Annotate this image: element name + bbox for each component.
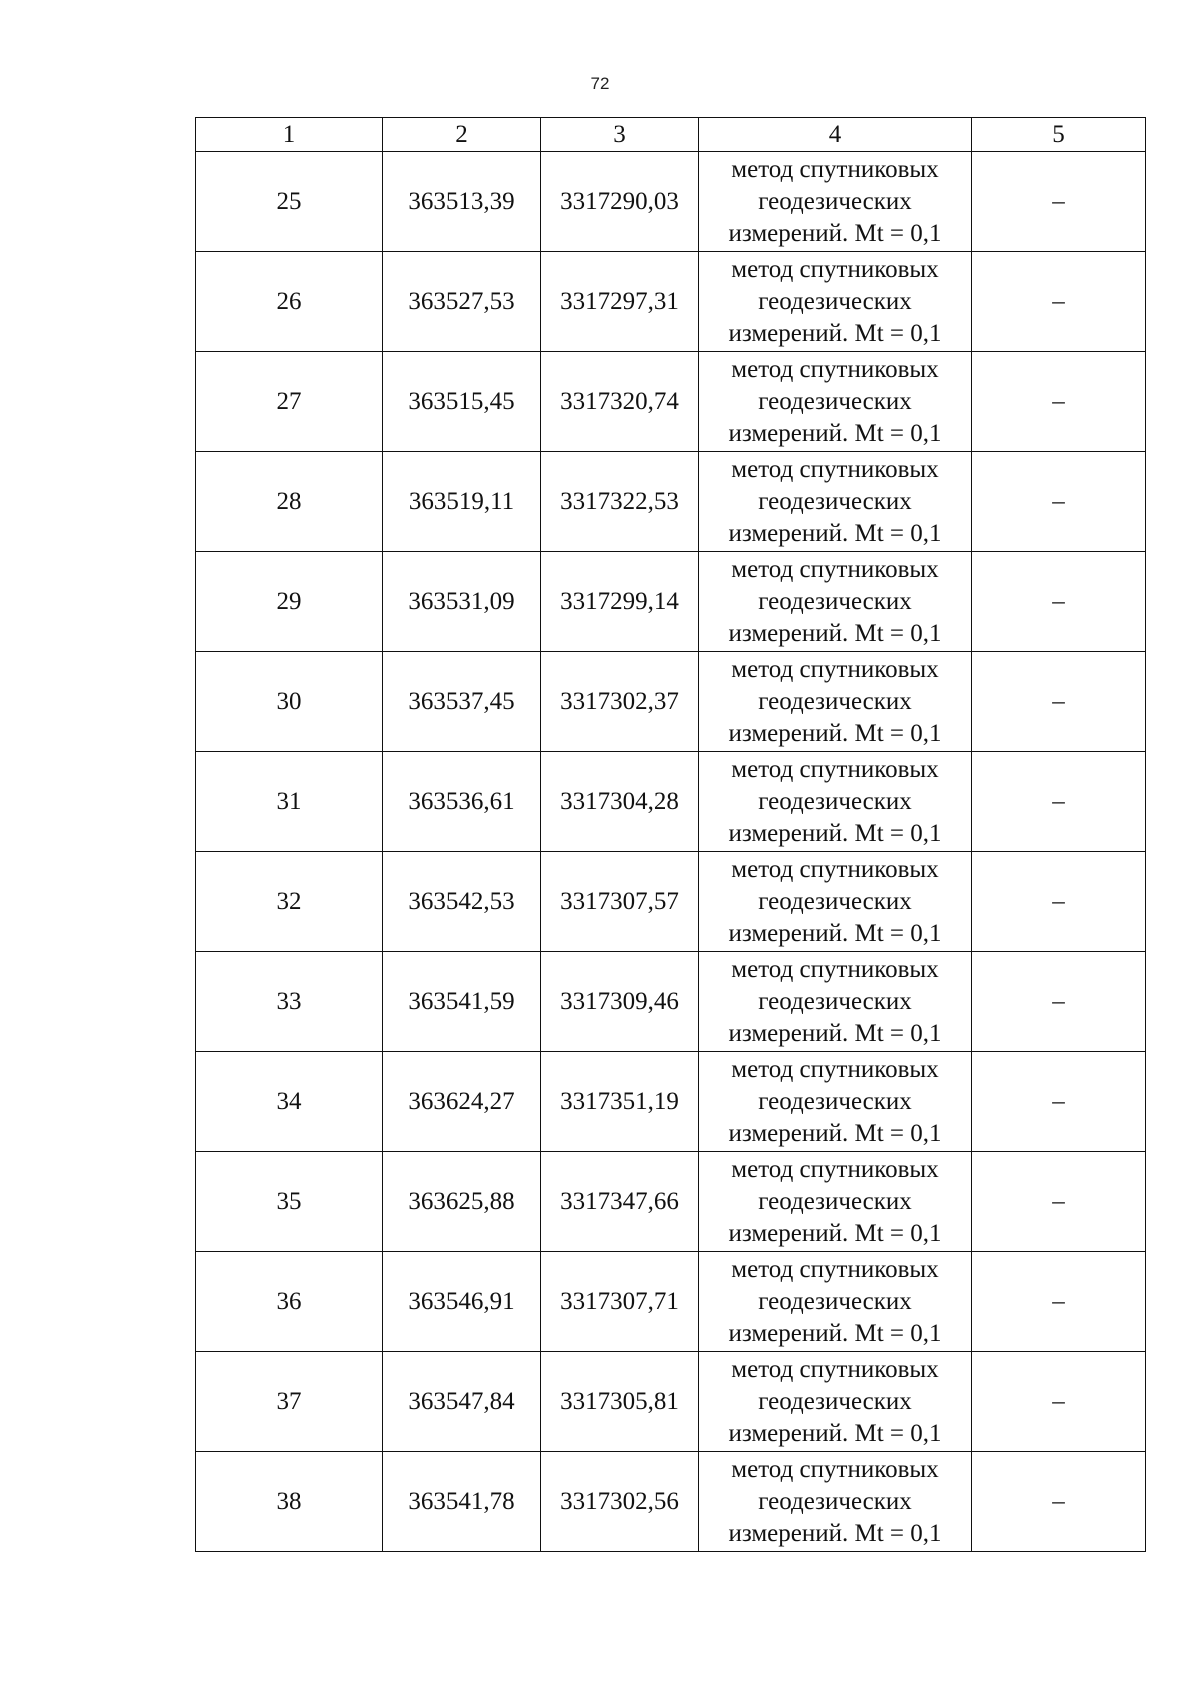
- note-cell: [972, 1052, 1146, 1152]
- table-row: [196, 1352, 1146, 1452]
- method-line: метод спутниковых: [731, 955, 939, 983]
- coordinates-table: [195, 117, 1146, 1552]
- y-coordinate-cell: 3317322,53: [541, 452, 699, 552]
- method-cell: [699, 952, 972, 1052]
- method-cell: [699, 1352, 972, 1452]
- method-cell: [699, 852, 972, 952]
- method-line: геодезических: [758, 987, 912, 1015]
- x-coordinate-cell: 363515,45: [383, 352, 541, 452]
- note-dash: –: [1052, 1487, 1065, 1515]
- table-row: [196, 252, 1146, 352]
- method-line: метод спутниковых: [731, 455, 939, 483]
- note-dash: –: [1052, 887, 1065, 915]
- method-cell: [699, 1252, 972, 1352]
- note-cell: [972, 552, 1146, 652]
- note-cell: [972, 1452, 1146, 1552]
- note-dash: –: [1052, 987, 1065, 1015]
- note-dash: –: [1052, 587, 1065, 615]
- y-coordinate-cell: 3317309,46: [541, 952, 699, 1052]
- method-line: метод спутниковых: [731, 355, 939, 383]
- method-cell: [699, 752, 972, 852]
- method-line: метод спутниковых: [731, 555, 939, 583]
- method-line: геодезических: [758, 787, 912, 815]
- x-coordinate-cell: 363527,53: [383, 252, 541, 352]
- y-coordinate-cell: 3317307,57: [541, 852, 699, 952]
- header-cell-5: 5: [972, 118, 1146, 152]
- note-cell: [972, 752, 1146, 852]
- note-dash: –: [1052, 287, 1065, 315]
- note-cell: [972, 1152, 1146, 1252]
- table-row: [196, 852, 1146, 952]
- method-line: метод спутниковых: [731, 155, 939, 183]
- note-cell: [972, 352, 1146, 452]
- point-number-cell: 25: [196, 152, 383, 252]
- note-cell: [972, 1252, 1146, 1352]
- method-line: геодезических: [758, 587, 912, 615]
- method-line: измерений. Mt = 0,1: [728, 419, 942, 447]
- x-coordinate-cell: 363537,45: [383, 652, 541, 752]
- method-line: измерений. Mt = 0,1: [728, 1519, 942, 1547]
- y-coordinate-cell: 3317299,14: [541, 552, 699, 652]
- method-line: геодезических: [758, 287, 912, 315]
- y-coordinate-cell: 3317305,81: [541, 1352, 699, 1452]
- method-line: измерений. Mt = 0,1: [728, 219, 942, 247]
- y-coordinate-cell: 3317320,74: [541, 352, 699, 452]
- method-cell: [699, 1052, 972, 1152]
- note-cell: [972, 252, 1146, 352]
- x-coordinate-cell: 363625,88: [383, 1152, 541, 1252]
- note-dash: –: [1052, 187, 1065, 215]
- note-dash: –: [1052, 1087, 1065, 1115]
- x-coordinate-cell: 363513,39: [383, 152, 541, 252]
- table-row: [196, 452, 1146, 552]
- table-row: [196, 552, 1146, 652]
- method-line: измерений. Mt = 0,1: [728, 1419, 942, 1447]
- note-dash: –: [1052, 387, 1065, 415]
- method-line: метод спутниковых: [731, 755, 939, 783]
- table-row: [196, 752, 1146, 852]
- method-line: метод спутниковых: [731, 1455, 939, 1483]
- y-coordinate-cell: 3317304,28: [541, 752, 699, 852]
- method-line: измерений. Mt = 0,1: [728, 1119, 942, 1147]
- note-dash: –: [1052, 787, 1065, 815]
- note-cell: [972, 452, 1146, 552]
- table-row: [196, 1152, 1146, 1252]
- point-number-cell: 26: [196, 252, 383, 352]
- x-coordinate-cell: 363541,78: [383, 1452, 541, 1552]
- point-number-cell: 33: [196, 952, 383, 1052]
- method-line: геодезических: [758, 387, 912, 415]
- method-cell: [699, 452, 972, 552]
- x-coordinate-cell: 363546,91: [383, 1252, 541, 1352]
- point-number-cell: 30: [196, 652, 383, 752]
- note-dash: –: [1052, 687, 1065, 715]
- method-cell: [699, 1452, 972, 1552]
- y-coordinate-cell: 3317351,19: [541, 1052, 699, 1152]
- method-line: метод спутниковых: [731, 1355, 939, 1383]
- method-line: метод спутниковых: [731, 1055, 939, 1083]
- x-coordinate-cell: 363536,61: [383, 752, 541, 852]
- x-coordinate-cell: 363624,27: [383, 1052, 541, 1152]
- x-coordinate-cell: 363541,59: [383, 952, 541, 1052]
- note-cell: [972, 652, 1146, 752]
- method-line: геодезических: [758, 1387, 912, 1415]
- method-line: геодезических: [758, 687, 912, 715]
- point-number-cell: 34: [196, 1052, 383, 1152]
- y-coordinate-cell: 3317347,66: [541, 1152, 699, 1252]
- y-coordinate-cell: 3317297,31: [541, 252, 699, 352]
- method-cell: [699, 152, 972, 252]
- table-row: [196, 1452, 1146, 1552]
- method-line: геодезических: [758, 1087, 912, 1115]
- note-dash: –: [1052, 1287, 1065, 1315]
- method-line: измерений. Mt = 0,1: [728, 1219, 942, 1247]
- header-cell-2: 2: [383, 118, 541, 152]
- table-row: [196, 352, 1146, 452]
- table-row: [196, 152, 1146, 252]
- method-line: геодезических: [758, 887, 912, 915]
- y-coordinate-cell: 3317302,56: [541, 1452, 699, 1552]
- method-line: метод спутниковых: [731, 855, 939, 883]
- method-line: измерений. Mt = 0,1: [728, 519, 942, 547]
- point-number-cell: 31: [196, 752, 383, 852]
- y-coordinate-cell: 3317307,71: [541, 1252, 699, 1352]
- table-row: [196, 1052, 1146, 1152]
- method-cell: [699, 552, 972, 652]
- x-coordinate-cell: 363531,09: [383, 552, 541, 652]
- point-number-cell: 27: [196, 352, 383, 452]
- method-line: метод спутниковых: [731, 1255, 939, 1283]
- table-body: [196, 118, 1146, 1552]
- point-number-cell: 35: [196, 1152, 383, 1252]
- note-dash: –: [1052, 1187, 1065, 1215]
- method-cell: [699, 352, 972, 452]
- y-coordinate-cell: 3317290,03: [541, 152, 699, 252]
- method-line: геодезических: [758, 1287, 912, 1315]
- note-dash: –: [1052, 487, 1065, 515]
- method-line: измерений. Mt = 0,1: [728, 319, 942, 347]
- method-line: измерений. Mt = 0,1: [728, 619, 942, 647]
- method-line: геодезических: [758, 487, 912, 515]
- point-number-cell: 37: [196, 1352, 383, 1452]
- page-number: 72: [590, 74, 610, 93]
- method-cell: [699, 652, 972, 752]
- point-number-cell: 36: [196, 1252, 383, 1352]
- note-cell: [972, 152, 1146, 252]
- method-line: измерений. Mt = 0,1: [728, 819, 942, 847]
- method-line: измерений. Mt = 0,1: [728, 719, 942, 747]
- table-header-row: [196, 118, 1146, 152]
- method-line: измерений. Mt = 0,1: [728, 1019, 942, 1047]
- point-number-cell: 32: [196, 852, 383, 952]
- point-number-cell: 28: [196, 452, 383, 552]
- table-row: [196, 652, 1146, 752]
- method-line: метод спутниковых: [731, 1155, 939, 1183]
- point-number-cell: 29: [196, 552, 383, 652]
- point-number-cell: 38: [196, 1452, 383, 1552]
- note-cell: [972, 1352, 1146, 1452]
- x-coordinate-cell: 363519,11: [383, 452, 541, 552]
- table-row: [196, 1252, 1146, 1352]
- method-line: метод спутниковых: [731, 255, 939, 283]
- method-cell: [699, 252, 972, 352]
- method-line: геодезических: [758, 1187, 912, 1215]
- note-cell: [972, 852, 1146, 952]
- method-line: геодезических: [758, 187, 912, 215]
- x-coordinate-cell: 363547,84: [383, 1352, 541, 1452]
- note-cell: [972, 952, 1146, 1052]
- method-line: измерений. Mt = 0,1: [728, 1319, 942, 1347]
- method-cell: [699, 1152, 972, 1252]
- method-line: метод спутниковых: [731, 655, 939, 683]
- x-coordinate-cell: 363542,53: [383, 852, 541, 952]
- note-dash: –: [1052, 1387, 1065, 1415]
- table-row: [196, 952, 1146, 1052]
- y-coordinate-cell: 3317302,37: [541, 652, 699, 752]
- header-cell-4: 4: [699, 118, 972, 152]
- header-cell-1: 1: [196, 118, 383, 152]
- method-line: геодезических: [758, 1487, 912, 1515]
- method-line: измерений. Mt = 0,1: [728, 919, 942, 947]
- header-cell-3: 3: [541, 118, 699, 152]
